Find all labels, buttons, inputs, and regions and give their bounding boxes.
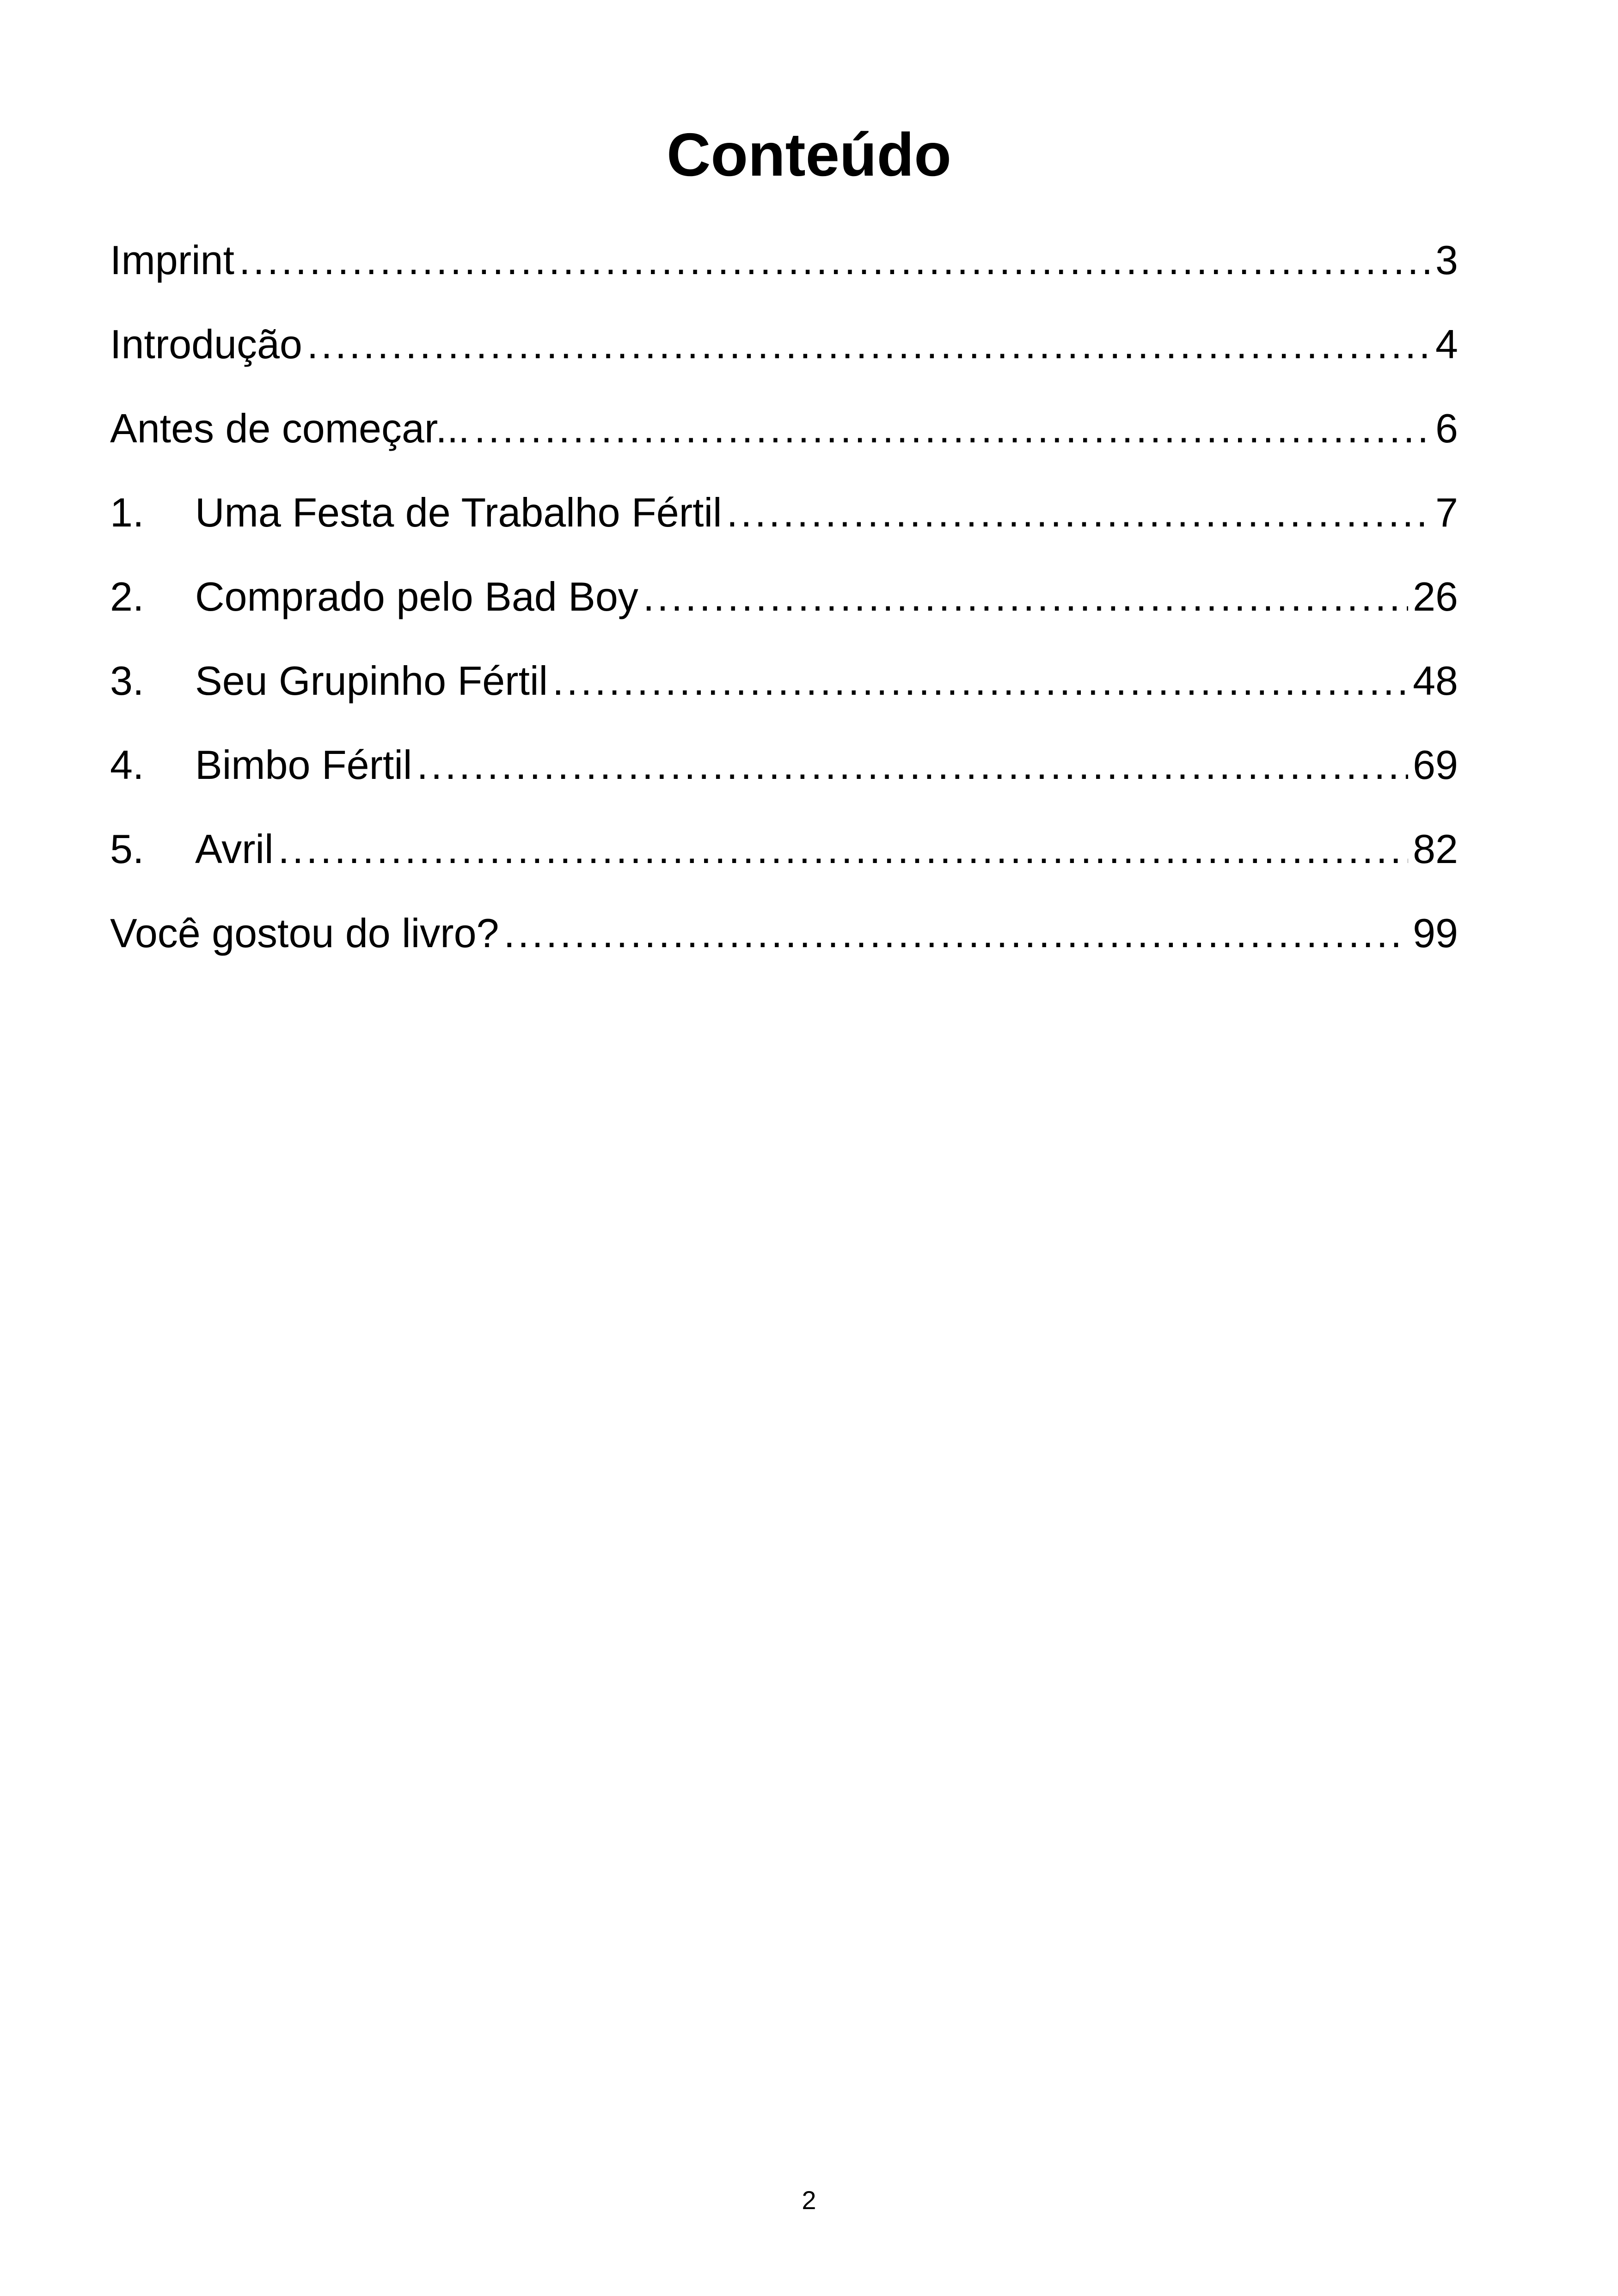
- toc-dot-leader: [643, 555, 1408, 639]
- toc-entry-chapter-4[interactable]: [110, 723, 1458, 807]
- toc-entry-number: 5.: [110, 826, 144, 872]
- toc-entry-page: 7: [1435, 490, 1458, 535]
- toc-entry-number: 1.: [110, 490, 144, 535]
- toc-entry-title: Comprado pelo Bad Boy: [195, 574, 638, 619]
- toc-entry-number: 4.: [110, 742, 144, 788]
- toc-entry-title: Bimbo Fértil: [195, 742, 412, 788]
- toc-entry-page: 82: [1413, 826, 1458, 872]
- toc-entry-title: Introdução: [110, 321, 302, 367]
- toc-entry-page: 99: [1413, 910, 1458, 956]
- toc-entry-title: Avril: [195, 826, 274, 872]
- toc-entry-title: Seu Grupinho Fértil: [195, 658, 548, 704]
- toc-entry-page: 4: [1435, 321, 1458, 367]
- toc-entry-title: Você gostou do livro?: [110, 910, 499, 956]
- toc-entry-introducao[interactable]: [110, 302, 1458, 386]
- toc-entry-page: 69: [1413, 742, 1458, 788]
- toc-entry-page: 6: [1435, 405, 1458, 451]
- toc-entry-antes-de-comecar[interactable]: [110, 386, 1458, 471]
- toc-entry-voce-gostou[interactable]: [110, 891, 1458, 975]
- toc-entry-title: Antes de começar...: [110, 405, 470, 451]
- toc-entry-title: Uma Festa de Trabalho Fértil: [195, 490, 722, 535]
- toc-entry-chapter-2[interactable]: [110, 555, 1458, 639]
- toc-dot-leader: [239, 218, 1431, 302]
- toc-entry-page: 26: [1413, 574, 1458, 619]
- toc-dot-leader: [552, 639, 1408, 723]
- toc-entry-chapter-1[interactable]: [110, 471, 1458, 555]
- toc-entry-chapter-5[interactable]: [110, 807, 1458, 891]
- page-title: Conteúdo: [667, 121, 951, 189]
- toc-dot-leader: [503, 891, 1408, 975]
- toc-dot-leader: [307, 302, 1431, 386]
- toc-entry-title: Imprint: [110, 237, 234, 283]
- toc-dot-leader: [417, 723, 1408, 807]
- toc-entry-number: 3.: [110, 658, 144, 704]
- table-of-contents: [110, 218, 1458, 975]
- toc-entry-chapter-3[interactable]: [110, 639, 1458, 723]
- toc-entry-number: 2.: [110, 574, 144, 619]
- toc-dot-leader: [474, 386, 1431, 471]
- toc-entry-imprint[interactable]: [110, 218, 1458, 302]
- toc-dot-leader: [727, 471, 1431, 555]
- toc-entry-page: 3: [1435, 237, 1458, 283]
- toc-entry-page: 48: [1413, 658, 1458, 704]
- page-number: 2: [802, 2186, 816, 2215]
- toc-dot-leader: [278, 807, 1409, 891]
